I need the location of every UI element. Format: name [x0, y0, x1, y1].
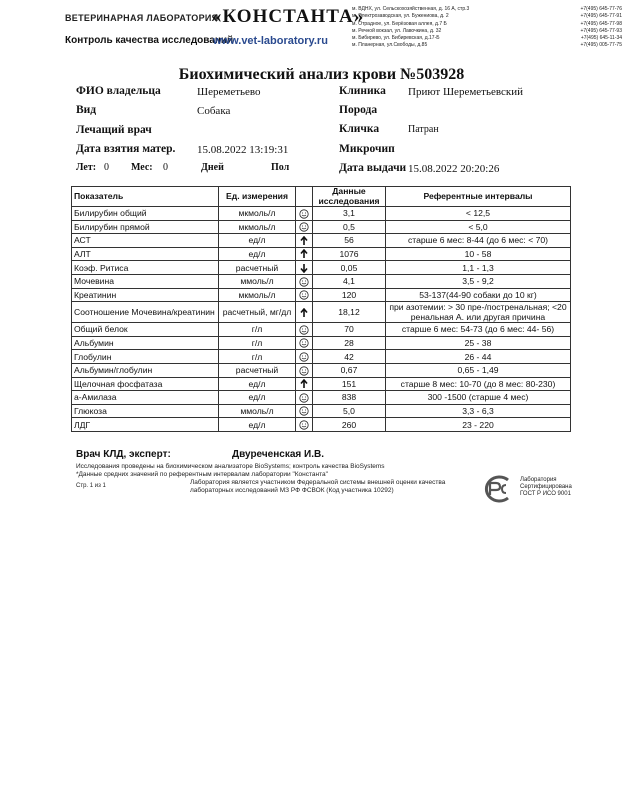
table-row [72, 336, 571, 350]
reference-interval: 10 - 58 [386, 247, 571, 261]
parameter-unit: г/л [219, 336, 296, 350]
table-row [72, 363, 571, 377]
parameter-name: Соотношение Мочевина/креатинин [72, 302, 219, 323]
months-label: Мес: [131, 162, 153, 173]
parameter-unit: г/л [219, 350, 296, 364]
smiley-normal-icon [299, 420, 309, 430]
address-row: м. Электрозаводская, ул. Бужениова, д. 2 +7(495) 645-77-91 [352, 13, 622, 20]
address-row: м. Бибирево, ул. Бибиревская, д.17-Б +7(495) 645-11-34 [352, 35, 622, 42]
result-flag [296, 391, 313, 405]
nickname-label: Кличка [339, 123, 380, 135]
smiley-normal-icon [299, 290, 309, 300]
nickname-value: Патран [408, 124, 439, 135]
sex-label: Пол [271, 162, 290, 173]
owner-label: ФИО владельца [76, 85, 161, 97]
certification-logo-icon [478, 474, 518, 504]
table-row [72, 377, 571, 391]
clinic-value: Приют Шереметьевский [408, 86, 524, 98]
parameter-unit: расчетный [219, 261, 296, 275]
parameter-unit: г/л [219, 323, 296, 337]
certification-text: Лаборатория Сертифицирована ГОСТ Р ИСО 9001 [520, 477, 572, 497]
result-flag [296, 302, 313, 323]
lab-addresses [352, 6, 622, 50]
column-header-name: Показатель [72, 187, 219, 207]
table-row [72, 274, 571, 288]
lab-website-link[interactable]: www.vet-laboratory.ru [213, 35, 328, 47]
result-value: 151 [313, 377, 386, 391]
parameter-unit: ед/л [219, 418, 296, 432]
result-value: 0,5 [313, 220, 386, 234]
reference-interval: 23 - 220 [386, 418, 571, 432]
lab-brand: «КОНСТАНТА» [212, 6, 365, 27]
years-label: Лет: [76, 162, 97, 173]
parameter-unit: мкмоль/л [219, 207, 296, 221]
table-header-row [72, 187, 571, 207]
table-row [72, 288, 571, 302]
document-title: Биохимический анализ крови №503928 [178, 66, 465, 83]
parameter-name: Билирубин общий [72, 207, 219, 221]
issue-date-value: 15.08.2022 20:20:26 [408, 163, 500, 175]
result-flag [296, 336, 313, 350]
address-row: м. Отрадное, ул. Берёзовая аллея, д.7 Б +7(495) 645-77-98 [352, 20, 622, 27]
result-flag [296, 288, 313, 302]
lab-name: ВЕТЕРИНАРНАЯ ЛАБОРАТОРИЯ [65, 13, 219, 23]
reference-interval: старше 6 мес: 8-44 (до 6 мес: < 70) [386, 234, 571, 248]
result-value: 3,1 [313, 207, 386, 221]
parameter-unit: мкмоль/л [219, 220, 296, 234]
reference-interval: 0,65 - 1,49 [386, 363, 571, 377]
parameter-name: ЛДГ [72, 418, 219, 432]
smiley-normal-icon [299, 222, 309, 232]
parameter-name: Креатинин [72, 288, 219, 302]
result-value: 18,12 [313, 302, 386, 323]
smiley-normal-icon [299, 366, 309, 376]
result-flag [296, 363, 313, 377]
parameter-unit: ммоль/л [219, 274, 296, 288]
result-flag [296, 261, 313, 275]
table-row [72, 220, 571, 234]
microchip-label: Микрочип [339, 143, 395, 155]
parameter-unit: ед/л [219, 377, 296, 391]
arrow-up-icon [299, 236, 309, 246]
result-flag [296, 234, 313, 248]
parameter-name: Общий белок [72, 323, 219, 337]
participant-note: Лаборатория является участником Федеральной системы внешней оценки качества лабораторных исследований МЗ РФ ФСВОК (Код участника 10292) [190, 479, 446, 494]
parameter-name: Коэф. Ритиса [72, 261, 219, 275]
parameter-unit: расчетный [219, 363, 296, 377]
result-value: 70 [313, 323, 386, 337]
page-number: Стр. 1 из 1 [76, 483, 106, 489]
result-flag [296, 404, 313, 418]
result-flag [296, 350, 313, 364]
result-flag [296, 207, 313, 221]
reference-interval: < 5,0 [386, 220, 571, 234]
arrow-up-icon [299, 249, 309, 259]
parameter-unit: мкмоль/л [219, 288, 296, 302]
table-row [72, 323, 571, 337]
species-value: Собака [197, 105, 231, 117]
parameter-unit: ед/л [219, 234, 296, 248]
vet-label: Лечащий врач [76, 124, 152, 136]
address-row: м. Речной вокзал, ул. Лавочкина, д. 32 +7(495) 645-77-93 [352, 27, 622, 34]
result-value: 4,1 [313, 274, 386, 288]
reference-interval: 3,5 - 9,2 [386, 274, 571, 288]
result-flag [296, 274, 313, 288]
days-label: Дней [201, 162, 224, 173]
result-flag [296, 247, 313, 261]
reference-interval: 300 -1500 (старше 4 мес) [386, 391, 571, 405]
address-row: м. ВДНХ, ул. Сельскохозяйственная, д. 16 А, стр.3 +7(495) 645-77-76 [352, 6, 622, 12]
smiley-normal-icon [299, 338, 309, 348]
result-flag [296, 323, 313, 337]
parameter-unit: ммоль/л [219, 404, 296, 418]
reference-note: *Данные средних значений по референтным интервалам лаборатории "Константа" [76, 471, 328, 478]
arrow-up-icon [299, 308, 309, 318]
breed-label: Порода [339, 104, 378, 116]
parameter-unit: расчетный, мг/дл [219, 302, 296, 323]
address-row: м. Планерная, ул.Свободы, д.85 +7(495) 005-77-75 [352, 42, 622, 49]
lab-subtitle: Контроль качества исследований [65, 35, 234, 46]
parameter-name: Щелочная фосфатаза [72, 377, 219, 391]
doctor-name: Двуреченская И.В. [232, 449, 324, 460]
parameter-name: Альбумин [72, 336, 219, 350]
parameter-name: Мочевина [72, 274, 219, 288]
smiley-normal-icon [299, 277, 309, 287]
owner-value: Шереметьево [197, 86, 261, 98]
reference-interval: при азотемии: > 30 пре-/постренальная; <20 ренальная А. или другая причина [386, 302, 571, 323]
parameter-name: АЛТ [72, 247, 219, 261]
table-row [72, 207, 571, 221]
table-row [72, 350, 571, 364]
parameter-name: Альбумин/глобулин [72, 363, 219, 377]
result-value: 56 [313, 234, 386, 248]
species-label: Вид [76, 104, 97, 116]
column-header-value: Данные исследования [313, 187, 386, 207]
result-value: 0,67 [313, 363, 386, 377]
column-header-flag [296, 187, 313, 207]
result-value: 838 [313, 391, 386, 405]
parameter-name: Глобулин [72, 350, 219, 364]
sample-date-label: Дата взятия матер. [76, 143, 176, 155]
reference-interval: старше 8 мес: 10-70 (до 8 мес: 80-230) [386, 377, 571, 391]
smiley-normal-icon [299, 325, 309, 335]
reference-interval: 53-137(44-90 собаки до 10 кг) [386, 288, 571, 302]
issue-date-label: Дата выдачи [339, 162, 407, 174]
parameter-name: Билирубин прямой [72, 220, 219, 234]
column-header-unit: Ед. измерения [219, 187, 296, 207]
smiley-normal-icon [299, 352, 309, 362]
results-table [71, 186, 571, 432]
table-row [72, 234, 571, 248]
table-row [72, 247, 571, 261]
parameter-name: а-Амилаза [72, 391, 219, 405]
doctor-label: Врач КЛД, эксперт: [76, 449, 171, 460]
months-value: 0 [163, 162, 168, 173]
smiley-normal-icon [299, 406, 309, 416]
parameter-name: Глюкоза [72, 404, 219, 418]
result-value: 1076 [313, 247, 386, 261]
smiley-normal-icon [299, 393, 309, 403]
arrow-down-icon [299, 263, 309, 273]
arrow-up-icon [299, 379, 309, 389]
reference-interval: 26 - 44 [386, 350, 571, 364]
reference-interval: старше 6 мес: 54-73 (до 6 мес: 44- 56) [386, 323, 571, 337]
parameter-name: АСТ [72, 234, 219, 248]
table-row [72, 302, 571, 323]
smiley-normal-icon [299, 209, 309, 219]
result-flag [296, 377, 313, 391]
result-value: 28 [313, 336, 386, 350]
table-row [72, 261, 571, 275]
clinic-label: Клиника [339, 85, 386, 97]
column-header-ref: Референтные интервалы [386, 187, 571, 207]
table-row [72, 404, 571, 418]
table-row [72, 391, 571, 405]
analyzer-note: Исследования проведены на биохимическом анализаторе BioSystems; контроль качества BioSystems [76, 463, 385, 470]
parameter-unit: ед/л [219, 247, 296, 261]
parameter-unit: ед/л [219, 391, 296, 405]
reference-interval: 3,3 - 6,3 [386, 404, 571, 418]
result-value: 42 [313, 350, 386, 364]
result-flag [296, 220, 313, 234]
reference-interval: 25 - 38 [386, 336, 571, 350]
table-row [72, 418, 571, 432]
result-value: 120 [313, 288, 386, 302]
result-value: 5,0 [313, 404, 386, 418]
years-value: 0 [104, 162, 109, 173]
reference-interval: 1,1 - 1,3 [386, 261, 571, 275]
reference-interval: < 12,5 [386, 207, 571, 221]
result-flag [296, 418, 313, 432]
result-value: 0,05 [313, 261, 386, 275]
result-value: 260 [313, 418, 386, 432]
sample-date-value: 15.08.2022 13:19:31 [197, 144, 289, 156]
